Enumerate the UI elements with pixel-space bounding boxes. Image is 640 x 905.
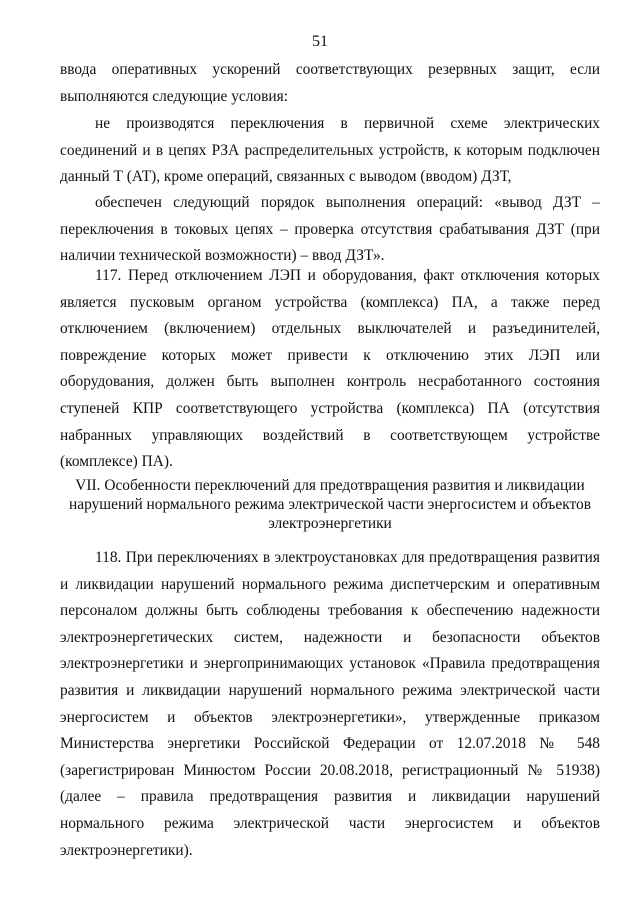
section-heading-line-3: электроэнергетики <box>268 515 392 532</box>
paragraph-condition-1: не производятся переключения в первичной схеме электрических соединений и в цепях РЗА распределительных устройств, к которым подключен данный Т (АТ), кроме операций, связанных с выводом (вводом) ДЗТ, <box>60 115 600 186</box>
paragraph-item-118: 118. При переключениях в электроустановках для предотвращения развития и ликвидации нарушений нормального режима диспетчерским и оперативным персоналом должны быть соблюдены требования к обеспечению надежности электроэнергетических систем, надежности и безопасности объектов электроэнергетики и энергопринимающих установок «Правила предотвращения развития и ликвидации нарушений нормального режима электрической части энергосистем и объектов электроэнергетики», утвержденные приказом Министерства энергетики Российской Федерации от 12.07.2018 № 548 (зарегистрирован Минюстом России 20.08.2018, регистрационный № 51938) (далее – правила предотвращения развития и ликвидации нарушений нормального режима электрической части энергосистем и объектов электроэнергетики). <box>60 549 600 859</box>
page-number: 51 <box>312 33 328 50</box>
section-heading <box>60 476 600 533</box>
paragraph-item-117: 117. Перед отключением ЛЭП и оборудования, факт отключения которых является пусковым органом устройства (комплекса) ПА, а также перед отключением (включением) отдельных выключателей и разъединителей, повреждение которых может привести к отключению этих ЛЭП или оборудования, должен быть выполнен контроль несработанного состояния ступеней КПР соответствующего устройства (комплекса) ПА (отсутствия набранных управляющих воздействий в соответствующем устройстве (комплексе) ПА). <box>60 267 600 471</box>
paragraph-condition-2: обеспечен следующий порядок выполнения операций: «вывод ДЗТ – переключения в токовых цепях – проверка отсутствия срабатывания ДЗТ (при наличии технической возможности) – ввод ДЗТ». <box>60 194 600 265</box>
section-heading-line-2: нарушений нормального режима электрической части энергосистем и объектов <box>69 496 591 513</box>
section-heading-line-1: VII. Особенности переключений для предотвращения развития и ликвидации <box>75 477 585 494</box>
paragraph-continuation: ввода оперативных ускорений соответствующих резервных защит, если выполняются следующие условия: <box>60 61 600 105</box>
